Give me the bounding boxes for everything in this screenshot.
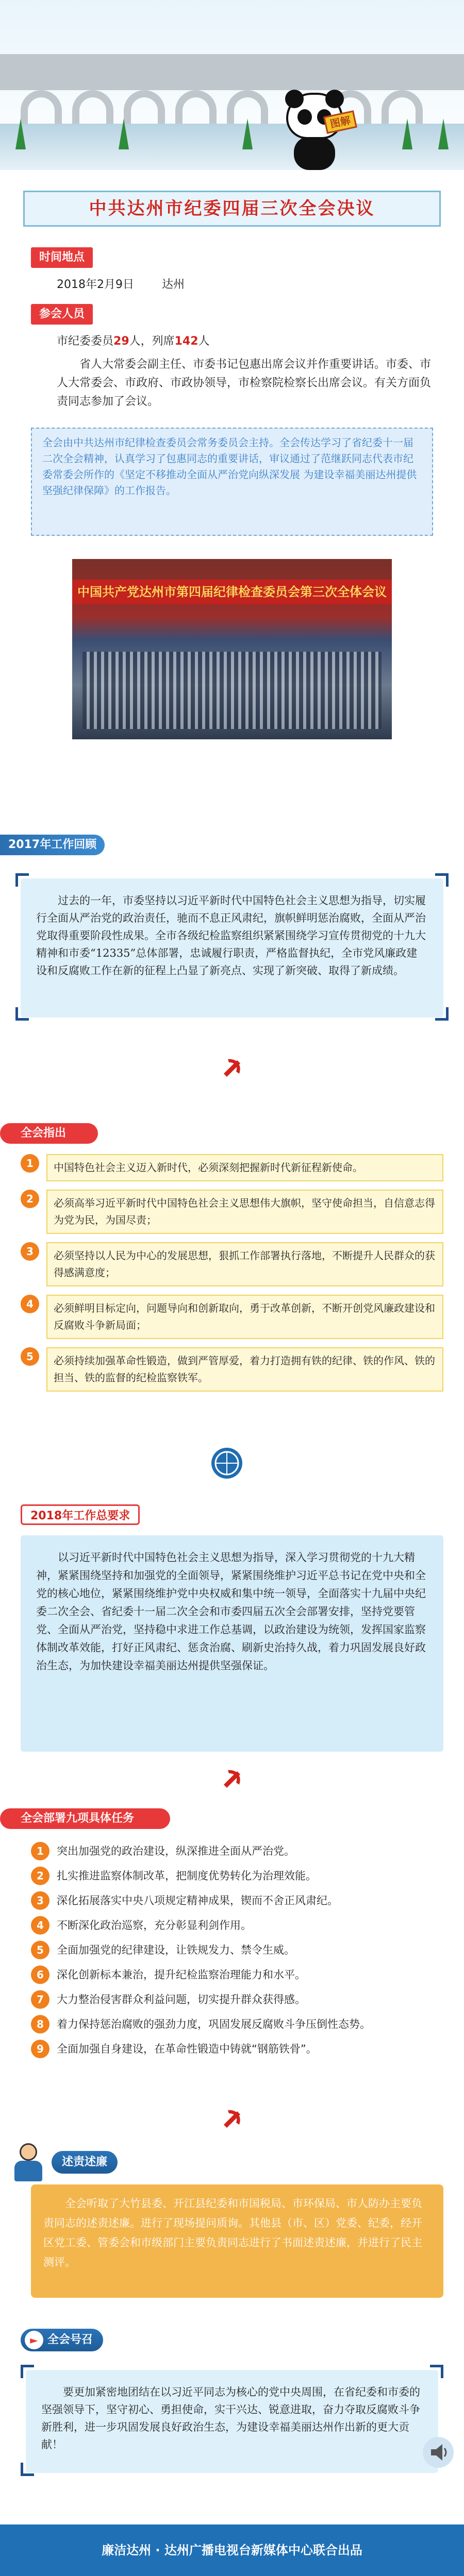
footer-credit: 廉洁达州 · 达州广播电视台新媒体中心联合出品 <box>0 2524 464 2576</box>
point-text: 中国特色社会主义迈入新时代，必须深刻把握新时代新征程新使命。 <box>46 1154 443 1181</box>
task-number: 4 <box>31 1916 49 1935</box>
task-item <box>31 1891 443 1910</box>
point-number: 5 <box>21 1347 39 1366</box>
call-text: 要更加紧密地团结在以习近平同志为核心的党中央周围，在省纪委和市委的坚强领导下，坚守初心、勇担使命，实干兴达、锐意进取，奋力夺取反腐败斗争新胜利，进一步巩固发展良好政治生态，为建设幸福美丽达州作出新的更大贡献！ <box>26 2370 438 2473</box>
point-number: 3 <box>21 1242 39 1261</box>
speaker-icon <box>423 2437 454 2468</box>
speaker-figure-icon <box>10 2143 46 2184</box>
point-item <box>21 1295 443 1339</box>
section-tag-call <box>21 2329 103 2351</box>
section-tag-tasks: 全会部署九项具体任务 <box>0 1808 170 1829</box>
task-item <box>31 1867 443 1885</box>
tree-icon <box>15 118 26 149</box>
point-text: 必须坚持以人民为中心的发展思想，狠抓工作部署执行落地，不断提升人民群众的获得感满意度； <box>46 1242 443 1286</box>
meeting-place: 达州 <box>161 278 185 291</box>
call-label: 全会号召 <box>47 2333 93 2346</box>
point-text: 必须持续加强革命性锻造，做到严管厚爱，着力打造拥有铁的纪律、铁的作风、铁的担当、铁的监督的纪检监察铁军。 <box>46 1347 443 1392</box>
task-number: 7 <box>31 1990 49 2009</box>
point-number: 2 <box>21 1190 39 1208</box>
quote-corner <box>15 1007 29 1021</box>
tree-icon <box>119 118 129 149</box>
requirements-text: 以习近平新时代中国特色社会主义思想为指导，深入学习贯彻党的十九大精神，紧紧围绕坚持和加强党的全面领导，紧紧围绕维护习近平总书记在党中央和全党的核心地位，紧紧围绕维护党中央权威和集中统一领导，全面落实十九届中央纪委二次全会、省纪委十一届二次全会和市委四届五次全会部署安排，坚持党要管党、全面从严治党，坚持稳中求进工作总基调，以政治建设为统领，发挥国家监察体制改革效能，打好正风肃纪、惩贪治腐、刷新史治持久战，着力巩固发展良好政治生态，为加快建设幸福美丽达州提供坚强保证。 <box>21 1535 443 1752</box>
point-text: 必须高举习近平新时代中国特色社会主义思想伟大旗帜，坚守使命担当，自信意志得为党为民，为国尽责； <box>46 1190 443 1234</box>
task-number: 5 <box>31 1941 49 1959</box>
task-text: 扎实推进监察体制改革，把制度优势转化为治理效能。 <box>57 1870 317 1882</box>
party-emblem-icon <box>217 1051 247 1082</box>
meeting-date: 2018年2月9日 <box>57 278 134 291</box>
party-emblem-icon <box>217 2102 247 2133</box>
task-item <box>31 1842 443 1860</box>
photo-banner: 中国共产党达州市第四届纪律检查委员会第三次全体会议 <box>72 580 392 604</box>
task-number: 6 <box>31 1965 49 1984</box>
point-number: 4 <box>21 1295 39 1313</box>
participants-text: 省人大常委会副主任、市委书记包惠出席会议并作重要讲话。市委、市人大常委会、市政府、市政协领导，市检察院检察长出席会议。有关方面负责同志参加了会议。 <box>57 358 432 408</box>
quote-corner <box>21 2463 34 2476</box>
task-item <box>31 2015 443 2033</box>
progress-text: 全会听取了大竹县委、开江县纪委和市国税局、市环保局、市人防办主要负责同志的述责述廉。进行了现场提问质询。其他县（市、区）党委、纪委，经开区党工委、管委会和市级部门主要负责同志进行了书面述责述廉，并进行了民主测评。 <box>31 2184 443 2298</box>
party-emblem-icon <box>217 1762 247 1793</box>
globe-icon <box>211 1448 242 1479</box>
tree-icon <box>402 118 412 149</box>
bridge-icon <box>0 54 464 90</box>
section-tag-time: 时间地点 <box>31 247 93 268</box>
task-number: 1 <box>31 1842 49 1860</box>
task-number: 8 <box>31 2015 49 2033</box>
task-item <box>31 1965 443 1984</box>
section-tag-requirements: 2018年工作总要求 <box>21 1504 140 1525</box>
task-number: 9 <box>31 2040 49 2058</box>
point-text: 必须鲜明目标定向，问题导向和创新取向，勇于改革创新，不断开创党风廉政建设和反腐败斗争新局面； <box>46 1295 443 1339</box>
task-text: 全面加强自身建设，在革命性锻造中铸就“钢筋铁骨”。 <box>57 2043 317 2055</box>
points-list <box>21 1154 443 1392</box>
task-text: 全面加强党的纪律建设，让铁规发力、禁令生威。 <box>57 1944 295 1956</box>
task-item <box>31 1916 443 1935</box>
photo-audience <box>82 652 382 729</box>
panda-mascot-icon <box>281 93 352 170</box>
task-number: 2 <box>31 1867 49 1885</box>
page-title: 中共达州市纪委四届三次全会决议 <box>89 198 375 219</box>
tree-icon <box>438 118 449 149</box>
task-text: 不断深化政治巡察，充分彰显利剑作用。 <box>57 1919 252 1931</box>
attendees-unit: 人 <box>198 335 210 348</box>
task-number: 3 <box>31 1891 49 1910</box>
task-item <box>31 2040 443 2058</box>
point-item <box>21 1242 443 1286</box>
illustrated-badge: 图解 <box>323 110 357 134</box>
tasks-list <box>31 1842 443 2058</box>
quote-corner <box>435 1007 449 1021</box>
section-tag-points: 全会指出 <box>0 1123 98 1144</box>
task-text: 大力整治侵害群众利益问题，切实提升群众获得感。 <box>57 1993 306 2006</box>
members-unit: 人，列席 <box>129 335 175 348</box>
task-item <box>31 1990 443 2009</box>
meeting-datetime <box>57 276 185 294</box>
attendees-count: 142 <box>174 335 198 348</box>
task-text: 深化创新标本兼治，提升纪检监察治理能力和水平。 <box>57 1969 306 1981</box>
review-text: 过去的一年，市委坚持以习近平新时代中国特色社会主义思想为指导，切实履行全面从严治党的政治责任，驰而不息正风肃纪，旗帜鲜明惩治腐败，全面从严治党取得重要阶段性成果。全市各级纪检监察组织紧紧围绕学习宣传贯彻党的十九大精神和市委“12335”总体部署，忠诚履行职责，严格监督执纪，全市党风廉政建设和反腐败工作在新的征程上凸显了新亮点、实现了新突破、取得了新成绩。 <box>21 878 443 1018</box>
meeting-note-box: 全会由中共达州市纪律检查委员会常务委员会主持。全会传达学习了省纪委十一届二次全会精神，认真学习了包惠同志的重要讲话，审议通过了范继跃同志代表市纪委常委会所作的《坚定不移推动全面从严治党向纵深发展 为建设幸福美丽达州提供坚强纪律保障》的工作报告。 <box>31 428 433 536</box>
participants-prefix: 市纪委委员 <box>57 335 114 348</box>
section-tag-progress: 述责述廉 <box>52 2151 118 2174</box>
participant-counts <box>57 332 210 351</box>
point-item <box>21 1190 443 1234</box>
task-item <box>31 1941 443 1959</box>
task-text: 着力保持惩治腐败的强劲力度，巩固发展反腐败斗争压倒性态势。 <box>57 2018 371 2030</box>
point-item <box>21 1347 443 1392</box>
members-count: 29 <box>113 335 129 348</box>
meeting-photo <box>72 559 392 739</box>
point-item <box>21 1154 443 1181</box>
section-tag-review: 2017年工作回顾 <box>0 835 105 855</box>
megaphone-icon: ► <box>25 2331 43 2349</box>
header-illustration <box>0 0 464 170</box>
point-number: 1 <box>21 1154 39 1173</box>
section-tag-participants: 参会人员 <box>31 304 93 325</box>
tree-icon <box>242 118 253 149</box>
task-text: 突出加强党的政治建设，纵深推进全面从严治党。 <box>57 1845 295 1857</box>
task-text: 深化拓展落实中央八项规定精神成果，锲而不舍正风肃纪。 <box>57 1894 338 1907</box>
river <box>0 124 464 170</box>
